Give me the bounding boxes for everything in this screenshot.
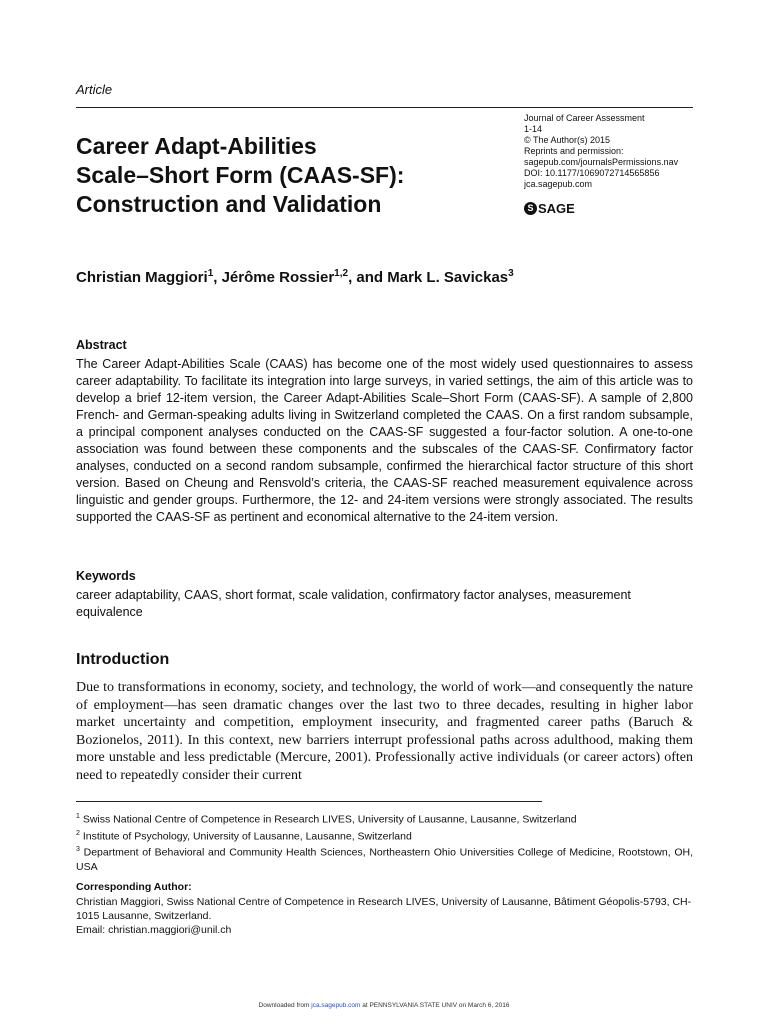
author-3-name: Mark L. Savickas (387, 269, 509, 286)
journal-name: Journal of Career Assessment (524, 113, 645, 123)
footnote (76, 843, 693, 874)
footnote-text: Swiss National Centre of Competence in Research LIVES, University of Lausanne, Lausanne, Switzerland (82, 813, 577, 826)
abstract-heading: Abstract (76, 338, 127, 352)
footnote-marker: 2 (76, 829, 80, 837)
journal-site-link[interactable]: jca.sagepub.com (524, 179, 593, 189)
footnote-text: Department of Behavioral and Community Health Sciences, Northeastern Ohio Universities College of Medicine, Rootstown, OH, USA (76, 846, 693, 873)
corresponding-author-heading: Corresponding Author: (76, 881, 192, 893)
corresponding-author-details (76, 895, 693, 937)
article-type-label: Article (76, 82, 113, 97)
abstract-text: The Career Adapt-Abilities Scale (CAAS) has become one of the most widely used questionnaires to assess career adaptability. To facilitate its integration into large surveys, in varied settings, the aim of this article was to develop a brief 12-item version, the Career Adapt-Abilities Scale–Short Form (CAAS-SF). A sample of 2,800 French- and German-speaking adults living in Switzerland completed the CAAS. On a first random subsample, a principal component analyses conducted on the CAAS-SF suggested a four-factor solution. A one-to-one association was found between these components and the subscales of the CAAS-SF. Confirmatory factor analyses, conducted on a second random subsample, confirmed the hierarchical factor structure of this short version. Based on Cheung and Rensvold’s criteria, the CAAS-SF reached measurement equivalence across linguistic and gender groups. Furthermore, the 12- and 24-item versions were strongly associated. The results supported the CAAS-SF as pertinent and economical alternative to the 24-item version. (76, 357, 693, 524)
author-separator: , (213, 269, 222, 286)
reprints-label: Reprints and permission: (524, 146, 624, 156)
keywords-text: career adaptability, CAAS, short format, scale validation, confirmatory factor analyses, measurement equivalence (76, 588, 631, 619)
author-3-affiliation: 3 (508, 268, 514, 279)
title-line-1: Career Adapt-Abilities (76, 133, 317, 159)
sage-logo (524, 201, 575, 216)
page-range: 1-14 (524, 124, 543, 134)
footnote (76, 810, 693, 827)
corresponding-address: Christian Maggiori, Swiss National Centre of Competence in Research LIVES, University of Lausanne, Bâtiment Géopolis-5793, CH-1015 Lausanne, Switzerland. (76, 896, 692, 922)
author-list (76, 268, 514, 286)
journal-meta (524, 113, 678, 190)
author-2-affiliation: 1,2 (334, 268, 349, 279)
header-rule (76, 107, 693, 108)
footnote (76, 827, 693, 844)
footnote-rule (76, 801, 542, 802)
download-prefix: Downloaded from (258, 1002, 312, 1009)
paper-title (76, 132, 496, 219)
author-1-affiliation: 1 (207, 268, 214, 279)
permissions-link[interactable]: sagepub.com/journalsPermissions.nav (524, 157, 679, 167)
sage-logo-text: SAGE (538, 201, 575, 216)
download-notice (0, 1002, 768, 1009)
keywords-heading: Keywords (76, 569, 136, 583)
corresponding-email[interactable]: Email: christian.maggiori@unil.ch (76, 924, 232, 936)
footnote-text: Institute of Psychology, University of Lausanne, Lausanne, Switzerland (82, 830, 412, 842)
author-2-name: Jérôme Rossier (221, 269, 335, 286)
footnote-marker: 3 (76, 846, 80, 853)
download-link[interactable]: jca.sagepub.com (311, 1002, 361, 1009)
download-suffix: at PENNSYLVANIA STATE UNIV on March 6, 2016 (360, 1002, 510, 1009)
doi[interactable]: DOI: 10.1177/1069072714565856 (524, 168, 660, 178)
author-1-name: Christian Maggiori (76, 269, 208, 286)
introduction-heading: Introduction (76, 651, 170, 668)
title-line-2: Scale–Short Form (CAAS-SF): (76, 162, 405, 188)
copyright: © The Author(s) 2015 (524, 135, 611, 145)
introduction-text: Due to transformations in economy, society, and technology, the world of work—and consequently the nature of employment—has seen dramatic changes over the last two to three decades, resulting in higher labor market uncertainty and competition, employment insecurity, and fragmented career paths (Baruch & Bozionelos, 2011). In this context, new barriers interrupt professional paths across adulthood, making them more unstable and less predictable (Mercure, 2001). Professionally active individuals (or career actors) often need to repeatedly consider their current (76, 680, 693, 783)
footnote-marker: 1 (76, 813, 80, 820)
author-separator: , and (348, 269, 388, 286)
affiliation-footnotes (76, 810, 693, 874)
title-line-3: Construction and Validation (76, 191, 382, 217)
sage-logo-icon: S (524, 202, 537, 215)
